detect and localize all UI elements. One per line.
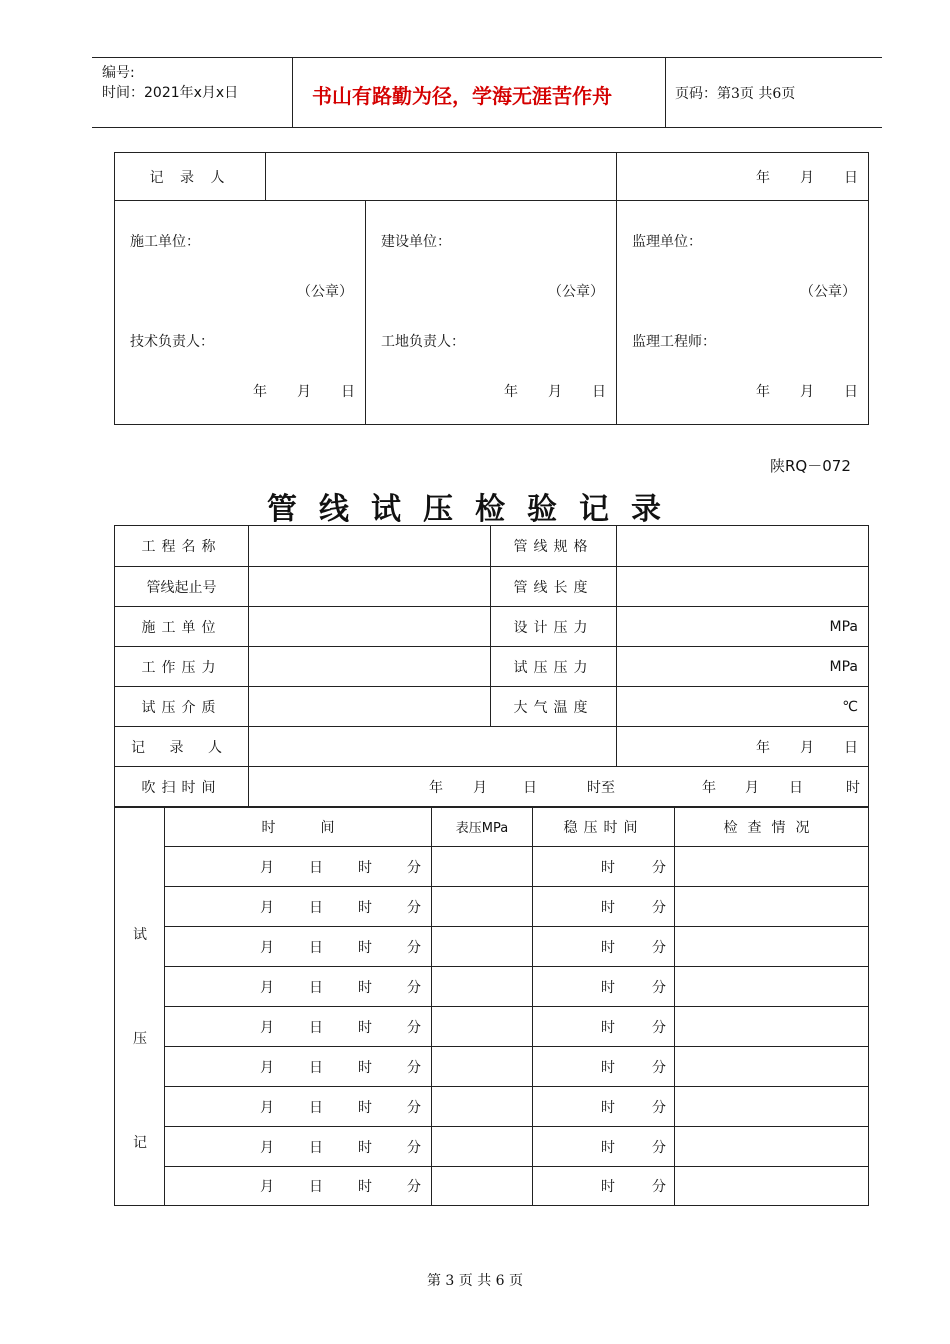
time-field[interactable]: 月 日 时 分 bbox=[165, 887, 432, 927]
gauge-field[interactable] bbox=[432, 1007, 533, 1047]
table-row bbox=[115, 887, 869, 927]
inspection-header: 检查情况 bbox=[675, 807, 869, 847]
table-row bbox=[115, 1007, 869, 1047]
year-label: 年 bbox=[756, 739, 770, 756]
construction-unit-field[interactable] bbox=[249, 607, 491, 647]
time-field[interactable]: 月 日 时 分 bbox=[165, 1007, 432, 1047]
signature-table bbox=[114, 152, 869, 425]
inspection-field[interactable] bbox=[675, 967, 869, 1007]
unit-label: 监理单位： bbox=[632, 234, 702, 250]
seal-label: （公章） bbox=[548, 284, 604, 300]
working-pressure-label: 工作压力 bbox=[115, 647, 249, 687]
inspection-field[interactable] bbox=[675, 1127, 869, 1167]
person-label: 工地负责人： bbox=[381, 334, 465, 350]
record-date-field[interactable] bbox=[617, 727, 869, 767]
gauge-field[interactable] bbox=[432, 927, 533, 967]
day-label: 日 bbox=[523, 780, 537, 796]
table-row bbox=[115, 927, 869, 967]
inspection-field[interactable] bbox=[675, 1167, 869, 1206]
page-header bbox=[92, 57, 882, 128]
inspection-field[interactable] bbox=[675, 887, 869, 927]
construction-unit-sign-cell[interactable] bbox=[115, 201, 366, 425]
year-label: 年 bbox=[253, 384, 267, 400]
unit-label: 施工单位： bbox=[130, 234, 200, 250]
owner-unit-sign-cell[interactable] bbox=[366, 201, 617, 425]
hour-label: 时 bbox=[846, 780, 860, 796]
ambient-temperature-label: 大气温度 bbox=[491, 687, 617, 727]
month-label: 月 bbox=[800, 739, 814, 756]
table-row bbox=[115, 1167, 869, 1206]
hold-field[interactable]: 时 分 bbox=[533, 1087, 675, 1127]
ambient-temperature-field[interactable]: ℃ bbox=[617, 687, 869, 727]
construction-unit-label: 施工单位 bbox=[115, 607, 249, 647]
purge-time-field[interactable] bbox=[249, 767, 869, 808]
gauge-field[interactable] bbox=[432, 1127, 533, 1167]
month-label: 月 bbox=[800, 169, 814, 186]
gauge-pressure-header: 表压MPa bbox=[432, 807, 533, 847]
year-label: 年 bbox=[429, 780, 443, 796]
time-field[interactable]: 月 日 时 分 bbox=[165, 1127, 432, 1167]
side-char: 试 bbox=[133, 927, 147, 943]
day-label: 日 bbox=[789, 780, 803, 796]
recorder-label: 记 录 人 bbox=[115, 727, 249, 767]
hold-field[interactable]: 时 分 bbox=[533, 1007, 675, 1047]
pipe-spec-label: 管线规格 bbox=[491, 526, 617, 567]
time-field[interactable]: 月 日 时 分 bbox=[165, 967, 432, 1007]
time-field[interactable]: 月 日 时 分 bbox=[165, 1087, 432, 1127]
time-field[interactable]: 月 日 时 分 bbox=[165, 1047, 432, 1087]
document-time-label: 时间：2021年x月x日 bbox=[102, 85, 239, 101]
month-label: 月 bbox=[548, 384, 562, 400]
inspection-field[interactable] bbox=[675, 1087, 869, 1127]
gauge-field[interactable] bbox=[432, 1047, 533, 1087]
gauge-field[interactable] bbox=[432, 967, 533, 1007]
test-record-side-label bbox=[115, 807, 165, 1206]
time-field[interactable]: 月 日 时 分 bbox=[165, 927, 432, 967]
table-row bbox=[115, 1087, 869, 1127]
unit-label: 建设单位： bbox=[381, 234, 451, 250]
day-label: 日 bbox=[844, 739, 858, 756]
inspection-field[interactable] bbox=[675, 847, 869, 887]
side-char: 压 bbox=[133, 1031, 147, 1047]
document-number-label: 编号: bbox=[102, 65, 135, 81]
year-label: 年 bbox=[504, 384, 518, 400]
gauge-field[interactable] bbox=[432, 847, 533, 887]
day-label: 日 bbox=[844, 169, 858, 186]
hold-field[interactable]: 时 分 bbox=[533, 967, 675, 1007]
form-code: 陕RQ－072 bbox=[770, 457, 851, 475]
recorder-field[interactable] bbox=[249, 727, 617, 767]
year-label: 年 bbox=[756, 169, 770, 186]
pressure-test-table bbox=[114, 806, 869, 1206]
month-label: 月 bbox=[800, 384, 814, 400]
page-footer: 第 3 页 共 6 页 bbox=[426, 1273, 524, 1289]
side-char: 记 bbox=[133, 1135, 147, 1151]
month-label: 月 bbox=[473, 780, 487, 796]
test-medium-label: 试压介质 bbox=[115, 687, 249, 727]
test-medium-field[interactable] bbox=[249, 687, 491, 727]
time-field[interactable]: 月 日 时 分 bbox=[165, 1167, 432, 1206]
hold-field[interactable]: 时 分 bbox=[533, 847, 675, 887]
hold-field[interactable]: 时 分 bbox=[533, 1127, 675, 1167]
time-field[interactable]: 月 日 时 分 bbox=[165, 847, 432, 887]
supervision-unit-sign-cell[interactable] bbox=[617, 201, 869, 425]
project-name-label: 工程名称 bbox=[115, 526, 249, 567]
hold-field[interactable]: 时 分 bbox=[533, 1047, 675, 1087]
purge-time-label: 吹扫时间 bbox=[115, 767, 249, 808]
working-pressure-field[interactable] bbox=[249, 647, 491, 687]
seal-label: （公章） bbox=[800, 284, 856, 300]
page-indicator: 页码：第3页 共6页 bbox=[675, 86, 796, 102]
test-pressure-label: 试压压力 bbox=[491, 647, 617, 687]
pipe-start-end-field[interactable] bbox=[249, 567, 491, 607]
person-label: 监理工程师： bbox=[632, 334, 716, 350]
table-row bbox=[115, 847, 869, 887]
hour-to-label: 时至 bbox=[587, 780, 615, 796]
motto-banner: 书山有路勤为径，学海无涯苦作舟 bbox=[312, 84, 612, 108]
month-label: 月 bbox=[297, 384, 311, 400]
pipe-start-end-label: 管线起止号 bbox=[115, 567, 249, 607]
year-label: 年 bbox=[702, 780, 716, 796]
day-label: 日 bbox=[844, 384, 858, 400]
recorder-label: 记 录 人 bbox=[115, 153, 266, 201]
inspection-field[interactable] bbox=[675, 927, 869, 967]
gauge-field[interactable] bbox=[432, 887, 533, 927]
pipeline-info-table bbox=[114, 525, 869, 808]
hold-field[interactable]: 时 分 bbox=[533, 927, 675, 967]
recorder-field[interactable] bbox=[266, 153, 617, 201]
pipe-length-field[interactable] bbox=[617, 567, 869, 607]
inspection-field[interactable] bbox=[675, 1047, 869, 1087]
table-row bbox=[115, 967, 869, 1007]
table-row bbox=[115, 1047, 869, 1087]
pipe-length-label: 管线长度 bbox=[491, 567, 617, 607]
recorder-date[interactable] bbox=[617, 153, 869, 201]
time-column-header: 时 间 bbox=[165, 807, 432, 847]
pipe-spec-field[interactable] bbox=[617, 526, 869, 567]
day-label: 日 bbox=[341, 384, 355, 400]
inspection-field[interactable] bbox=[675, 1007, 869, 1047]
seal-label: （公章） bbox=[297, 284, 353, 300]
design-pressure-label: 设计压力 bbox=[491, 607, 617, 647]
hold-field[interactable]: 时 分 bbox=[533, 1167, 675, 1206]
form-title: 管线试压检验记录 bbox=[267, 492, 683, 527]
design-pressure-field[interactable]: MPa bbox=[617, 607, 869, 647]
month-label: 月 bbox=[745, 780, 759, 796]
gauge-field[interactable] bbox=[432, 1087, 533, 1127]
day-label: 日 bbox=[592, 384, 606, 400]
project-name-field[interactable] bbox=[249, 526, 491, 567]
test-pressure-field[interactable]: MPa bbox=[617, 647, 869, 687]
person-label: 技术负责人： bbox=[130, 334, 214, 350]
gauge-field[interactable] bbox=[432, 1167, 533, 1206]
year-label: 年 bbox=[756, 384, 770, 400]
table-row bbox=[115, 1127, 869, 1167]
hold-field[interactable]: 时 分 bbox=[533, 887, 675, 927]
hold-time-header: 稳压时间 bbox=[533, 807, 675, 847]
